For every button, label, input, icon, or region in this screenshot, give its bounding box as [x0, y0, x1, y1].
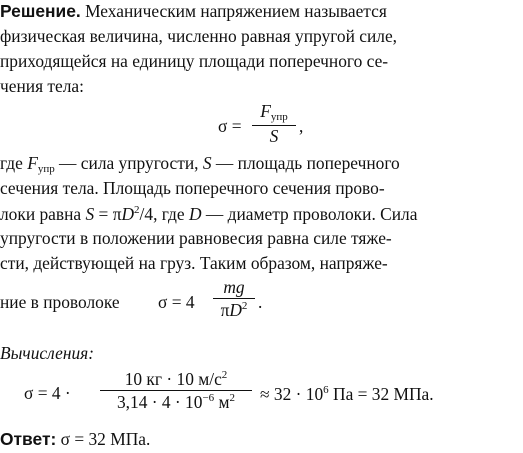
explanation-var-S: S [85, 204, 95, 224]
explanation-line-2: сечения тела. Площадь поперечного сечения прово- [0, 178, 385, 198]
solution-heading: Решение. [0, 1, 81, 21]
explanation-line-4: упругости в положении равновесия равна силе тяже- [0, 228, 392, 248]
explanation-sup: 2 [134, 204, 140, 216]
calc-denominator-sup: −6 [202, 392, 215, 405]
solution-line-4: чения тела: [0, 76, 84, 96]
explanation-var-D: D [188, 204, 202, 224]
calc-numerator-sup: 2 [221, 369, 228, 381]
explanation-var-D: D [121, 204, 135, 224]
fraction-bar [213, 298, 255, 299]
calc-fraction [100, 370, 252, 412]
explanation-text: — сила упругости, [54, 153, 203, 173]
explanation-text: — площадь поперечного [211, 153, 400, 173]
solution-line-1-text: Механическим напряжением называется [80, 1, 387, 21]
calc-numerator: 10 кг · 10 м/с [124, 369, 222, 389]
fraction-bar [100, 390, 252, 391]
explanation-sub: упр [37, 163, 55, 175]
formula-1-lhs: σ = [218, 116, 242, 136]
solution-line-2: физическая величина, численно равная упругой силе, [0, 26, 398, 46]
answer-value: σ = 32 МПа. [56, 429, 151, 449]
formula-1-denominator: S [269, 126, 279, 146]
answer-label: Ответ: [0, 429, 57, 449]
explanation-var-F: F [27, 153, 38, 173]
explanation-text: = π [94, 204, 122, 224]
calc-denominator-unit-sup: 2 [229, 392, 236, 405]
calc-result-b: Па = 32 МПа. [328, 384, 434, 404]
formula-1-fraction [252, 103, 296, 145]
explanation-line-1 [0, 155, 400, 175]
solution-line-3: приходящейся на единицу площади поперечного се- [0, 51, 389, 71]
calc-result-a: ≈ 32 · 10 [260, 384, 324, 404]
explanation-line-6: ние в проволоке [0, 292, 120, 312]
explanation-text: — диаметр проволоки. Сила [201, 204, 418, 224]
solution-line-1 [0, 3, 387, 20]
explanation-var-S: S [202, 153, 212, 173]
answer-line [0, 431, 150, 448]
formula-2-den-pi: π [220, 300, 230, 321]
formula-2-den-sup: 2 [241, 300, 248, 313]
explanation-line-5: сти, действующей на груз. Таким образом, напряже- [0, 253, 388, 273]
calc-result-sup: 6 [323, 384, 329, 396]
formula-2-den-D: D [229, 300, 242, 321]
calc-denominator: 3,14 · 4 · 10 [116, 392, 203, 413]
formula-1-numerator: F [260, 101, 271, 121]
explanation-text: где [0, 153, 28, 173]
calc-denominator-unit: м [214, 392, 230, 413]
calculations-label: Вычисления: [0, 343, 95, 363]
formula-2-numerator: mg [223, 277, 245, 297]
formula-2-lhs: σ = 4 [158, 292, 195, 312]
formula-2-fraction [213, 279, 255, 320]
explanation-text: локи равна [0, 204, 86, 224]
formula-2-end: . [258, 292, 263, 312]
explanation-text: /4, где [139, 204, 189, 224]
formula-1-tail: , [299, 116, 304, 136]
calc-result [260, 385, 434, 403]
explanation-line-3 [0, 205, 417, 223]
calc-lhs: σ = 4 · [24, 383, 71, 403]
formula-1-numerator-sub: упр [270, 111, 288, 123]
